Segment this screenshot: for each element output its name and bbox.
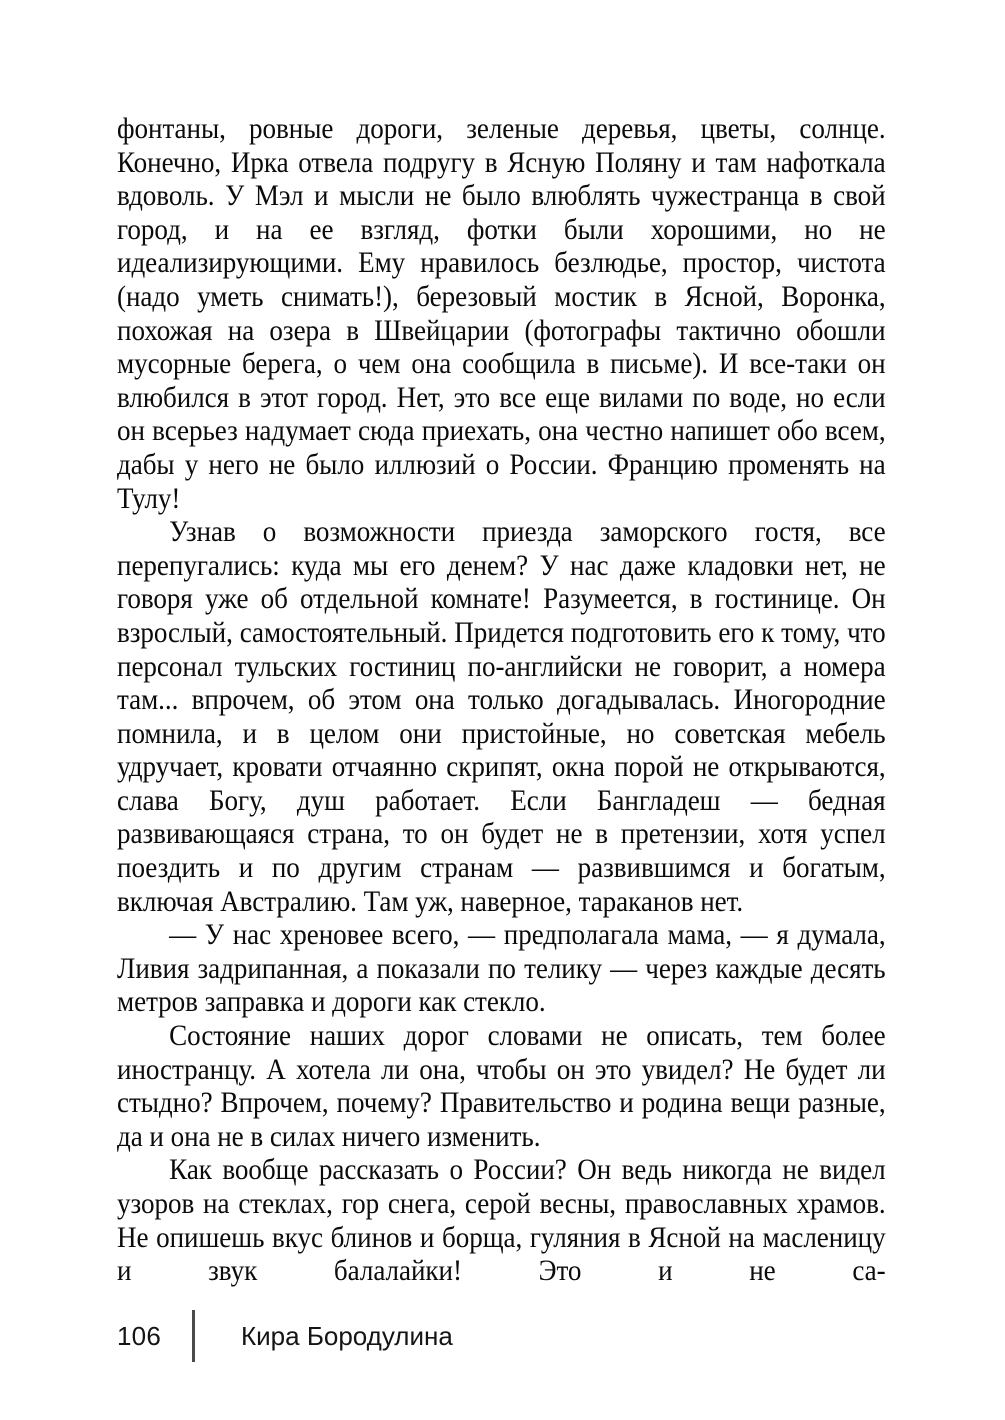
- paragraph: Состояние наших дорог словами не описать, тем более иностранцу. А хотела ли она, чтобы он это увидел? Не будет ли стыдно? Впрочем, почему? Правительство и родина вещи разные, да и она не в силах ничего изменить.: [117, 1020, 886, 1153]
- author-name: Кира Бородулина: [241, 1321, 453, 1351]
- page-footer: [117, 1309, 453, 1363]
- paragraph: Как вообще рассказать о России? Он ведь никогда не видел узоров на стеклах, гор снега, серой весны, православных храмов. Не опишешь вкус блинов и борща, гуляния в Ясной на масленицу и звук балалайки! Это и не са-: [117, 1154, 886, 1288]
- paragraph: Узнав о возможности приезда заморского гостя, все перепугались: куда мы его денем? У нас даже кладовки нет, не говоря уже об отдельной комнате! Разумеется, в гостинице. Он взрослый, самостоятельный. Придется подготовить его к тому, что персонал тульских гостиниц по-английски не говорит, а номера там... впрочем, об этом она только догадывалась. Иногородние помнила, и в целом они пристойные, но советская мебель удручает, кровати отчаянно скрипят, окна порой не открываются, слава Богу, душ работает. Если Бангладеш — бедная развивающаяся страна, то он будет не в претензии, хотя успел поездить и по другим странам — развившимся и богатым, включая Австралию. Там уж, наверное, тараканов нет.: [117, 516, 886, 918]
- paragraph: фонтаны, ровные дороги, зеленые деревья, цветы, солнце. Конечно, Ирка отвела подругу в Ясную Поляну и там нафоткала вдоволь. У Мэл и мысли не было влюблять чужестранца в свой город, и на ее взгляд, фотки были хорошими, но не идеализирующими. Ему нравилось безлюдье, простор, чистота (надо уметь снимать!), березовый мостик в Ясной, Воронка, похожая на озера в Швейцарии (фотографы тактично обошли мусорные берега, о чем она сообщила в письме). И все-таки он влюбился в этот город. Нет, это все еще вилами по воде, но если он всерьез надумает сюда приехать, она честно напишет обо всем, дабы у него не было иллюзий о России. Францию променять на Тулу!: [117, 113, 886, 515]
- page-text-block: [117, 113, 886, 1289]
- paragraph: — У нас хреновее всего, — предполагала мама, — я думала, Ливия задрипанная, а показали по телику — через каждые десять метров заправка и дороги как стекло.: [117, 919, 886, 1019]
- page-number: 106: [117, 1321, 161, 1351]
- footer-divider: [192, 1310, 195, 1362]
